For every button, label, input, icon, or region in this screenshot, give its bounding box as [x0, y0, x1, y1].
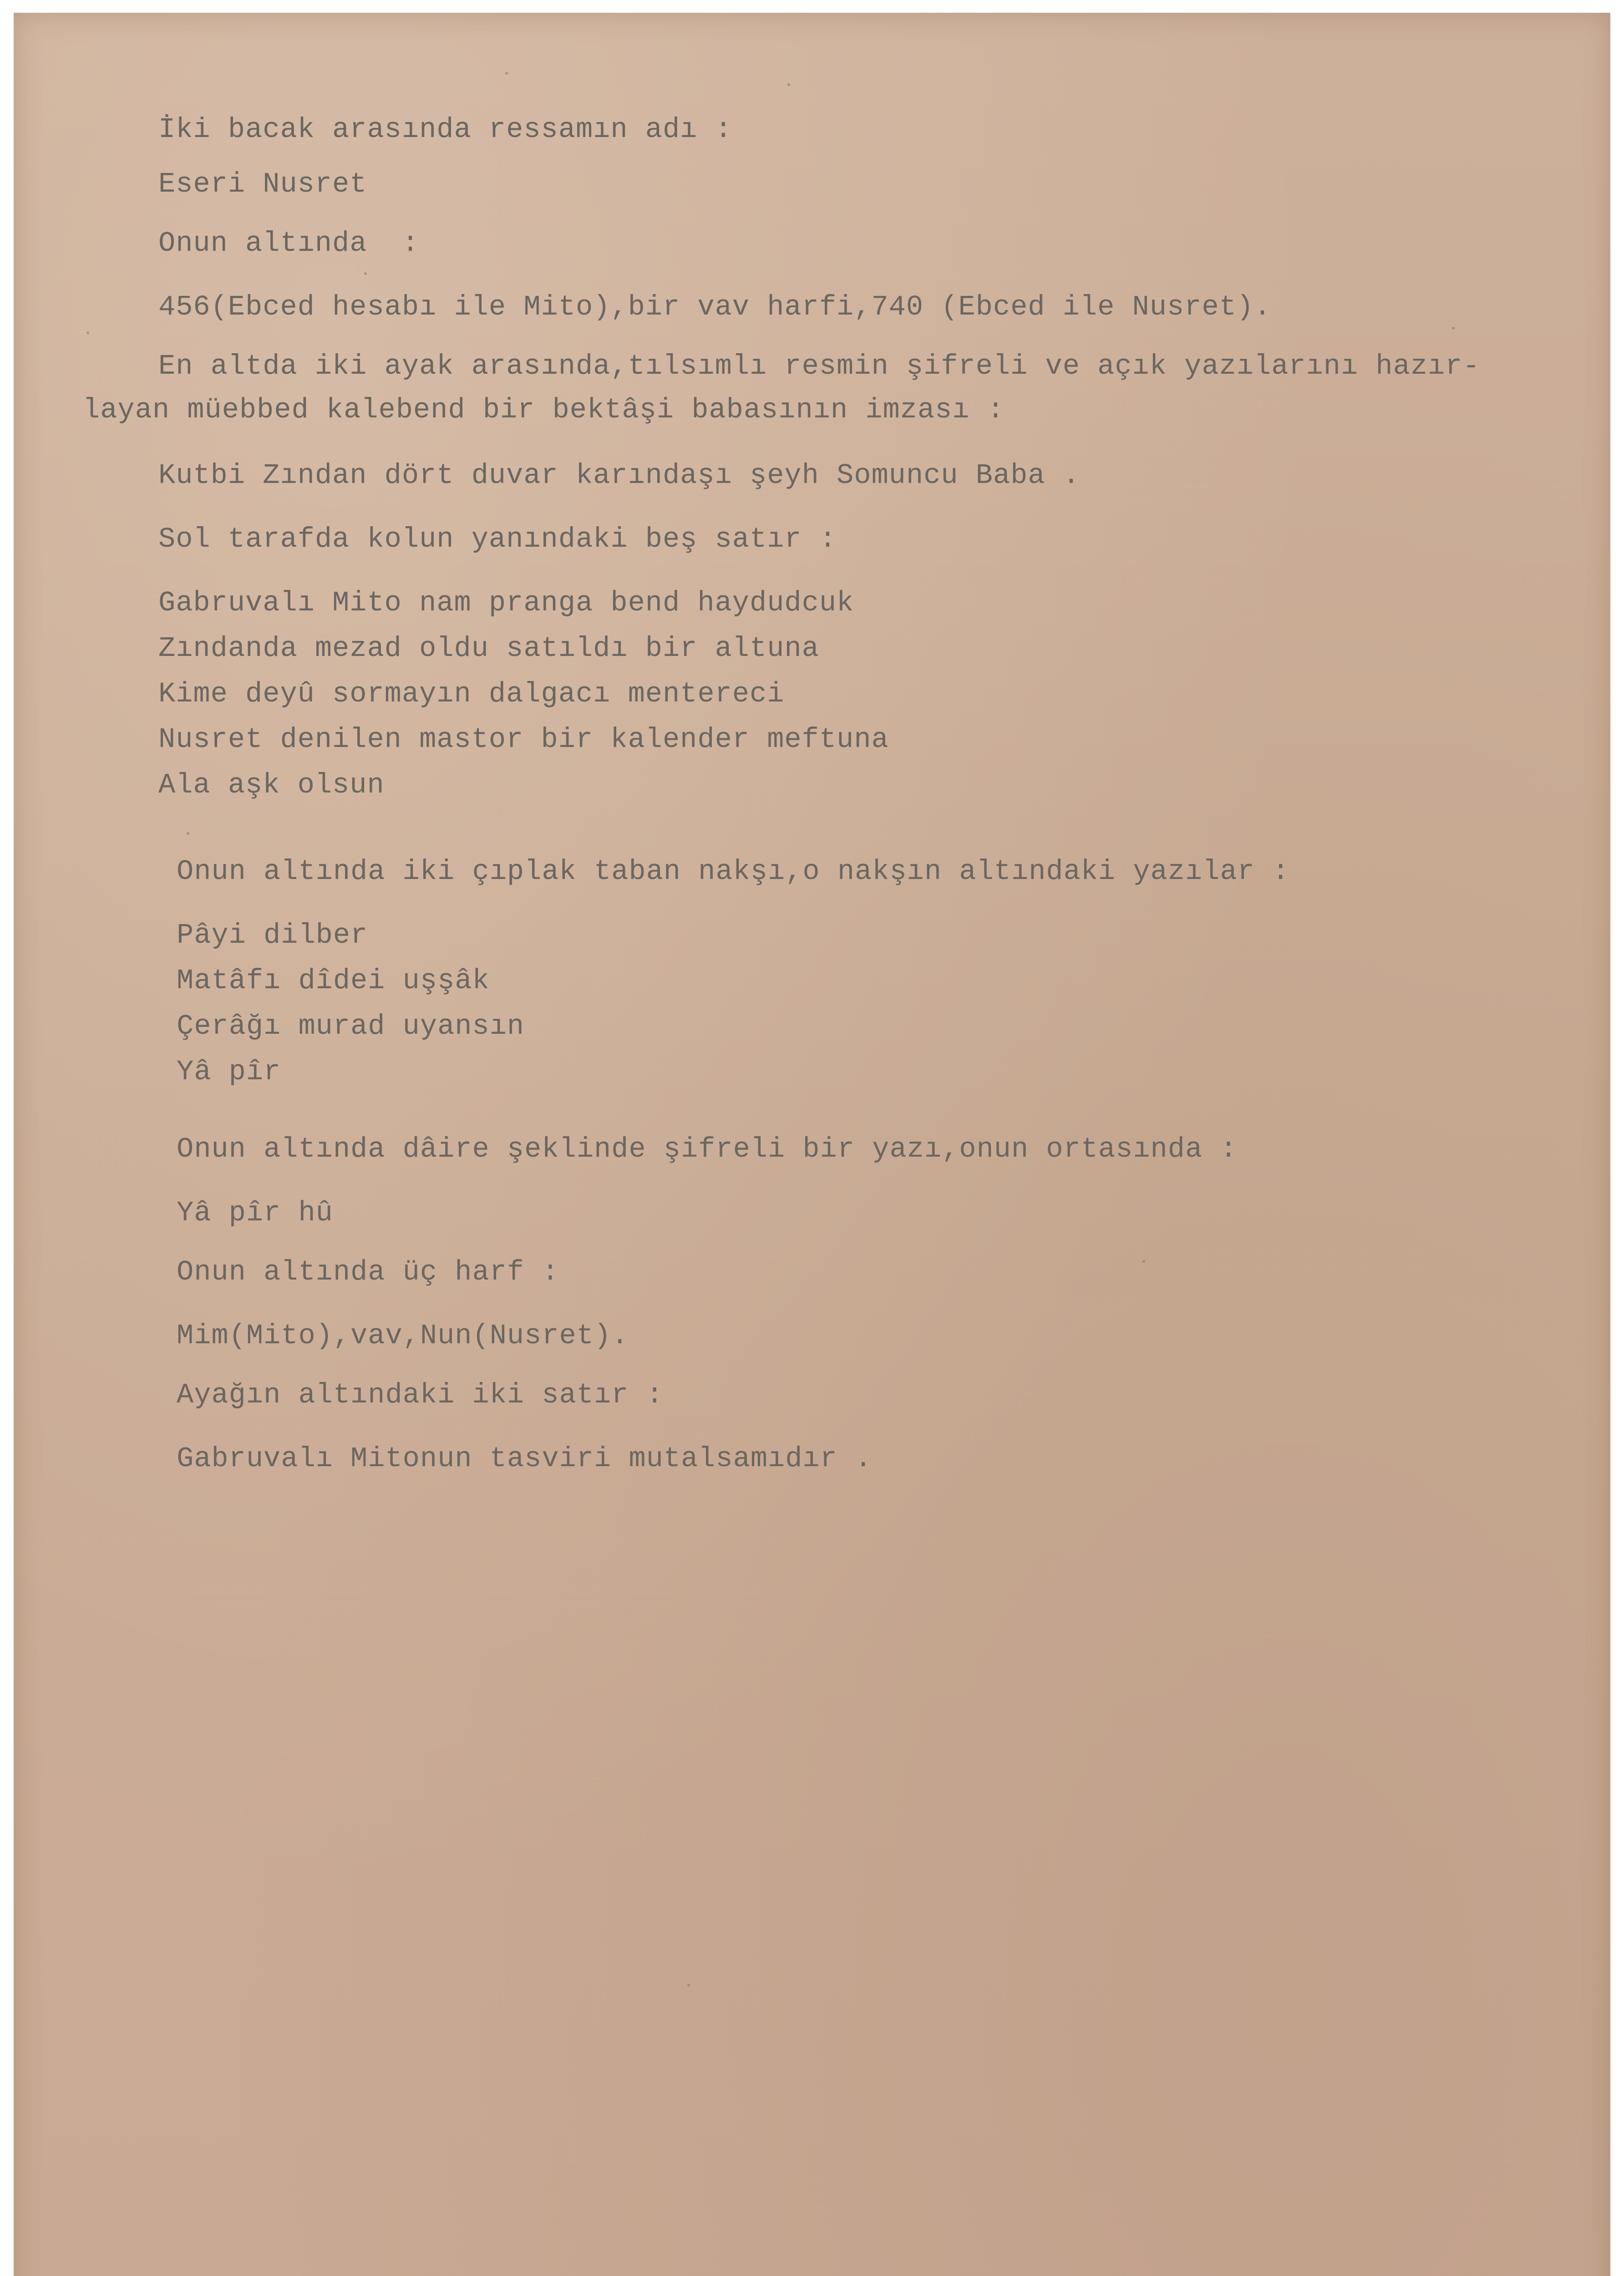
text-line-7: Kutbi Zından dört duvar karındaşı şeyh Somuncu Baba . [158, 459, 1080, 492]
text-line-6: layan müebbed kalebend bir bektâşi babasının imzası : [83, 394, 1005, 426]
text-line-9: Gabruvalı Mito nam pranga bend haydudcuk [158, 587, 854, 619]
text-line-13: Ala aşk olsun [158, 769, 385, 801]
text-line-20: Yâ pîr hû [177, 1197, 333, 1229]
text-line-10: Zındanda mezad oldu satıldı bir altuna [158, 632, 819, 665]
paper-sheet [14, 13, 1610, 2276]
paper-speck [187, 832, 189, 835]
text-line-3: Onun altında : [158, 227, 420, 259]
paper-speck [505, 72, 508, 75]
text-line-14: Onun altında iki çıplak taban nakşı,o nakşın altındaki yazılar : [177, 855, 1290, 888]
text-line-16: Matâfı dîdei uşşâk [177, 965, 490, 997]
paper-speck [1452, 327, 1455, 330]
text-line-21: Onun altında üç harf : [177, 1256, 559, 1288]
text-line-19: Onun altında dâire şeklinde şifreli bir yazı,onun ortasında : [177, 1133, 1238, 1165]
text-line-17: Çerâğı murad uyansın [177, 1010, 525, 1042]
text-line-1: İki bacak arasında ressamın adı : [158, 113, 732, 146]
text-line-2: Eseri Nusret [158, 168, 367, 200]
text-line-5: En altda iki ayak arasında,tılsımlı resmin şifreli ve açık yazılarını hazır- [158, 350, 1480, 382]
text-line-11: Kime deyû sormayın dalgacı mentereci [158, 678, 785, 710]
text-line-18: Yâ pîr [177, 1056, 281, 1088]
paper-speck [1142, 1260, 1145, 1263]
text-line-4: 456(Ebced hesabı ile Mito),bir vav harfi,740 (Ebced ile Nusret). [158, 291, 1272, 323]
paper-speck [687, 1984, 690, 1986]
paper-speck [86, 331, 89, 334]
paper-speck [364, 272, 367, 275]
text-line-22: Mim(Mito),vav,Nun(Nusret). [177, 1320, 629, 1352]
paper-speck [787, 83, 790, 86]
text-line-12: Nusret denilen mastor bir kalender meftuna [158, 723, 889, 756]
text-line-8: Sol tarafda kolun yanındaki beş satır : [158, 523, 837, 555]
text-line-23: Ayağın altındaki iki satır : [177, 1379, 664, 1411]
text-line-24: Gabruvalı Mitonun tasviri mutalsamıdır . [177, 1443, 873, 1475]
text-line-15: Pâyi dilber [177, 919, 368, 951]
